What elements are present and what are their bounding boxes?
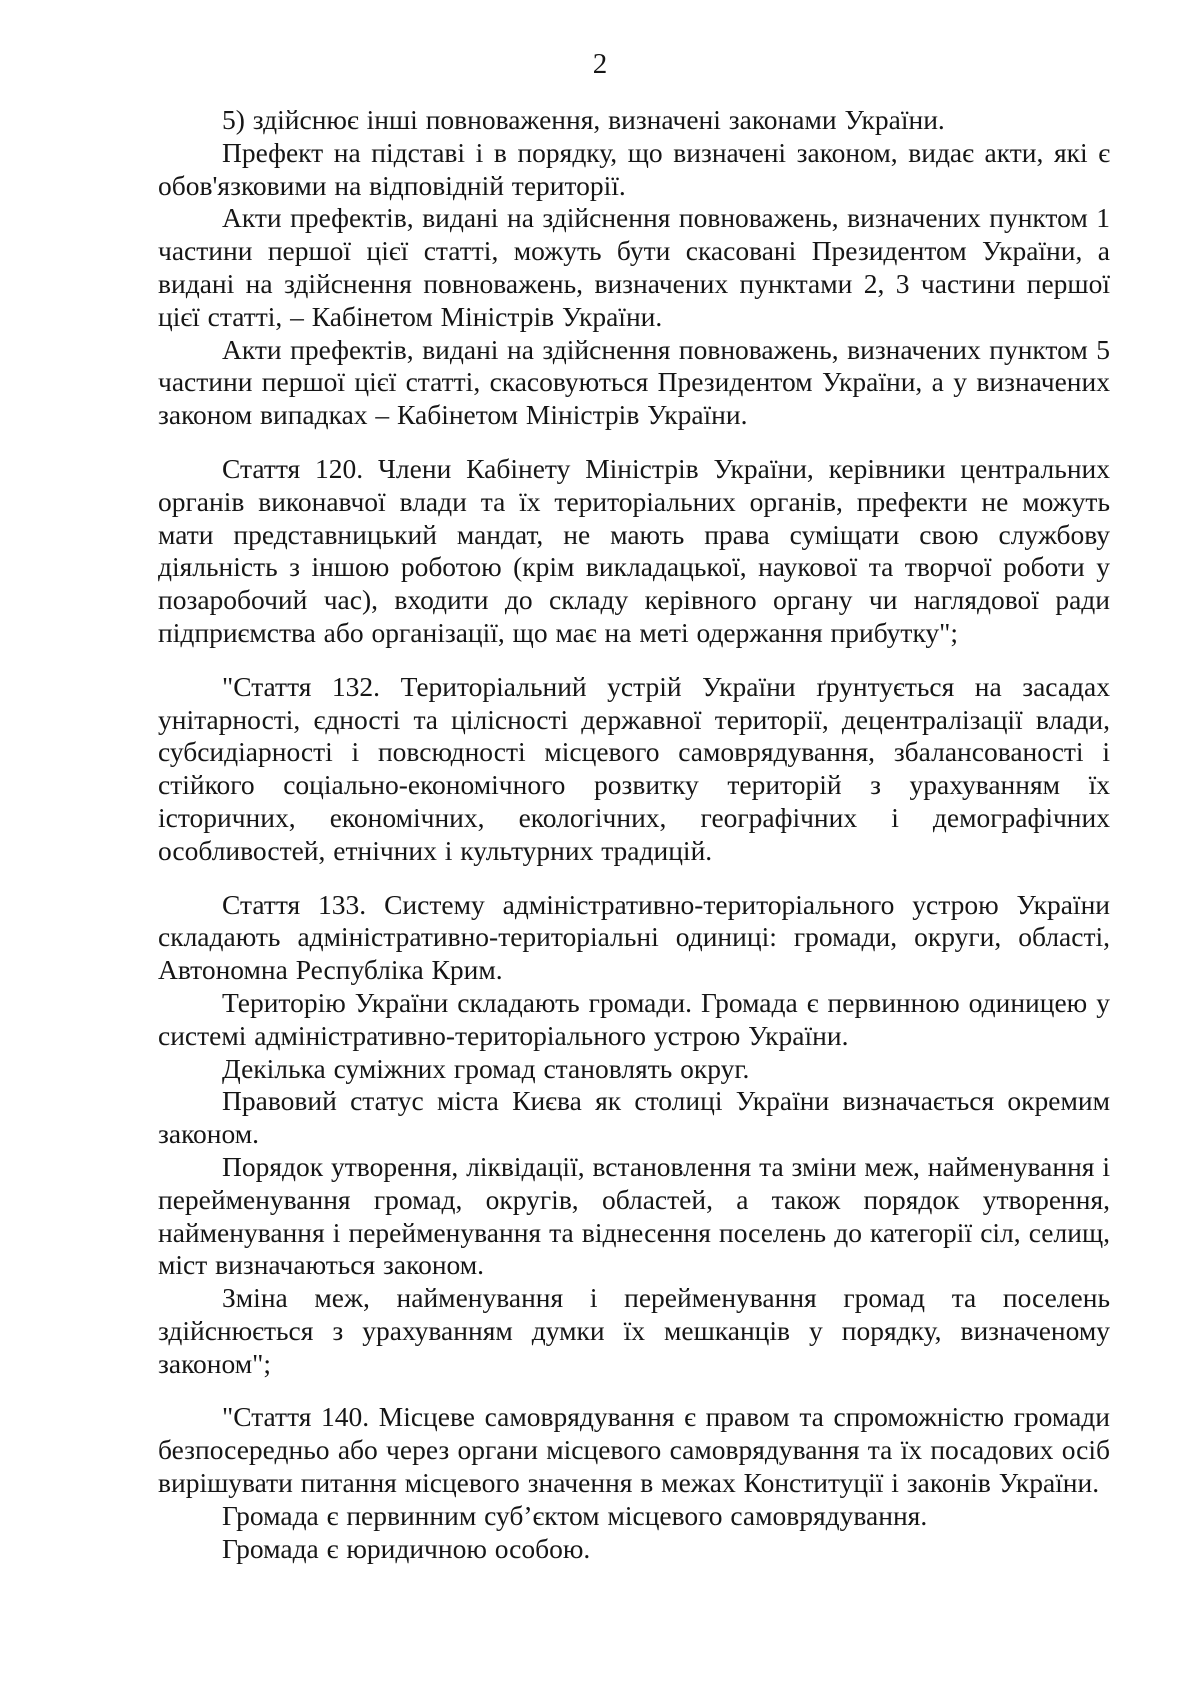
paragraph-hromada-legal-entity: Громада є юридичною особою. (222, 1532, 591, 1564)
paragraph-prefect-acts-revocation-point5: Акти префектів, видані на здійснення повноважень, визначених пунктом 5 частини першої цієї статті, скасовуються Президентом України, а у визначених законом випадках – Кабінетом Міністрів України. (158, 333, 1110, 431)
paragraph-prefect-acts-revocation-point1: Акти префектів, видані на здійснення повноважень, визначених пунктом 1 частини першої цієї статті, можуть бути скасовані Президентом України, а видані на здійснення повноважень, визначених пунктами 2, 3 частини першої цієї статті, – Кабінетом Міністрів України. (158, 202, 1110, 332)
paragraph-article-132: "Стаття 132. Територіальний устрій України ґрунтується на засадах унітарності, єдності та цілісності державної території, децентралізації влади, субсидіарності і повсюдності місцевого самоврядування, збалансованості і стійкого соціально-економічного розвитку територій з урахуванням їх історичних, економічних, екологічних, географічних і демографічних особливостей, етнічних і культурних традицій. (158, 670, 1110, 866)
paragraph-article-133: Стаття 133. Систему адміністративно-територіального устрою України складають адміністративно-територіальні одиниці: громади, округи, області, Автономна Республіка Крим. (158, 888, 1110, 986)
page-number: 2 (592, 48, 608, 80)
paragraph-kyiv-status: Правовий статус міста Києва як столиці України визначається окремим законом. (158, 1085, 1110, 1150)
paragraph-clause-5: 5) здійснює інші повноваження, визначені законами України. (222, 104, 945, 135)
paragraph-article-120: Стаття 120. Члени Кабінету Міністрів України, керівники центральних органів виконавчої влади та їх територіальних органів, префекти не можуть мати представницький мандат, не мають права суміщати свою службову діяльність з іншою роботою (крім викладацької, наукової та творчої роботи у позаробочий час), входити до складу керівного органу чи наглядової ради підприємства або організації, що має на меті одержання прибутку"; (158, 452, 1110, 648)
paragraph-boundary-changes: Зміна меж, найменування і перейменування громад та поселень здійснюється з урахуванням думки їх мешканців у порядку, визначеному законом"; (158, 1282, 1110, 1379)
paragraph-okruh: Декілька суміжних громад становлять округ. (222, 1052, 750, 1084)
paragraph-prefect-acts-basis: Префект на підставі і в порядку, що визначені законом, видає акти, які є обов'язковими на відповідній території. (158, 136, 1110, 201)
paragraph-article-140: "Стаття 140. Місцеве самоврядування є правом та спроможністю громади безпосередньо або через органи місцевого самоврядування та їх посадових осіб вирішувати питання місцевого значення в межах Конституції і законів України. (158, 1401, 1110, 1499)
paragraph-territory-hromady: Територію України складають громади. Громада є первинною одиницею у системі адміністративно-територіального устрою України. (158, 986, 1110, 1051)
paragraph-hromada-primary-subject: Громада є первинним суб’єктом місцевого самоврядування. (222, 1499, 928, 1531)
paragraph-formation-procedure: Порядок утворення, ліквідації, встановлення та зміни меж, найменування і перейменування громад, округів, областей, а також порядок утворення, найменування і перейменування та віднесення поселень до категорії сіл, селищ, міст визначаються законом. (158, 1150, 1110, 1281)
document-body (158, 104, 1110, 1565)
